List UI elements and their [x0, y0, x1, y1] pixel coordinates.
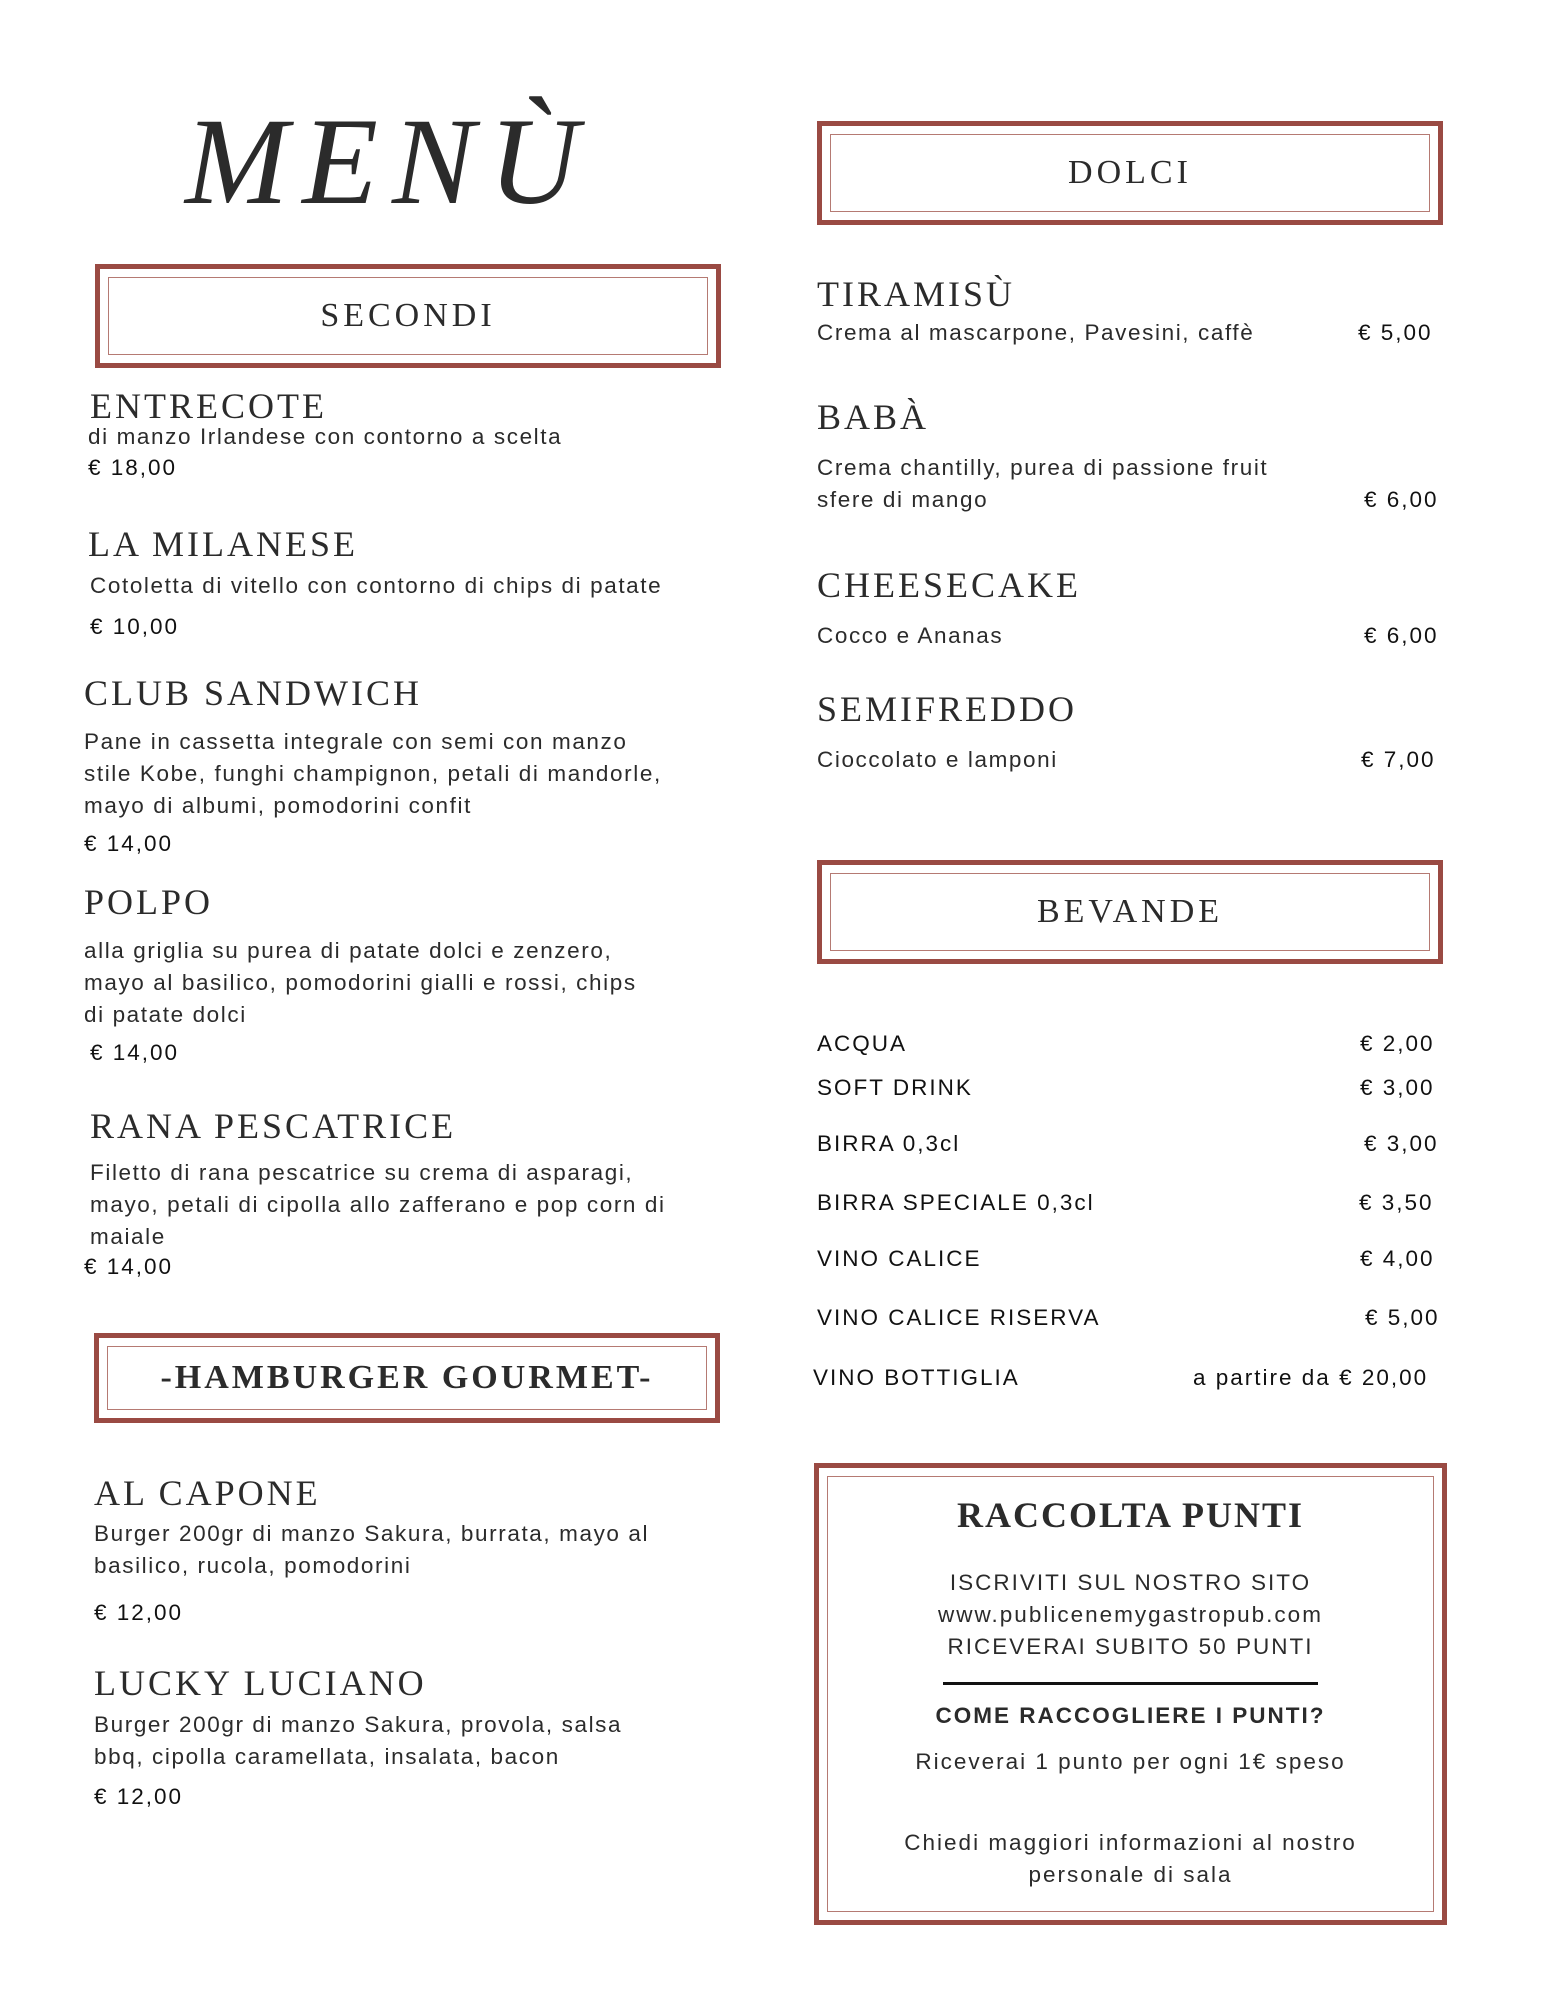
dish-name: SEMIFREDDO	[817, 689, 1078, 729]
dish-desc: Cioccolato e lamponi	[817, 747, 1058, 772]
dish-price: € 7,00	[1361, 747, 1436, 772]
bevande-header-box	[817, 860, 1443, 964]
dish-desc-line: mayo di albumi, pomodorini confit	[84, 793, 472, 818]
secondi-header: SECONDI	[320, 297, 496, 334]
raccolta-question: COME RACCOGLIERE I PUNTI?	[935, 1703, 1326, 1728]
dish-desc: Crema al mascarpone, Pavesini, caffè	[817, 320, 1255, 345]
raccolta-punti-title: RACCOLTA PUNTI	[956, 1495, 1305, 1535]
dish-price: € 18,00	[88, 455, 178, 480]
dish-desc-line: sfere di mango	[817, 487, 989, 512]
dish-desc-line: mayo, petali di cipolla allo zafferano e pop corn di	[90, 1192, 666, 1217]
menu-title: MENÙ	[185, 93, 593, 230]
dish-price: € 14,00	[84, 831, 174, 856]
dish-price: € 10,00	[90, 614, 180, 639]
signup-line: ISCRIVITI SUL NOSTRO SITO	[949, 1570, 1312, 1595]
dish-name: LA MILANESE	[88, 524, 358, 564]
divider	[943, 1682, 1318, 1685]
dish-desc-line: basilico, rucola, pomodorini	[94, 1553, 412, 1578]
drink-name: VINO CALICE	[817, 1246, 982, 1271]
dish-name: RANA PESCATRICE	[90, 1106, 457, 1146]
drink-name: SOFT DRINK	[817, 1075, 973, 1100]
info-line: personale di sala	[1028, 1862, 1233, 1887]
drink-price: € 2,00	[1360, 1031, 1435, 1056]
hamburger-header-box	[94, 1333, 720, 1423]
dish-name: POLPO	[84, 882, 214, 922]
dolci-header: DOLCI	[1068, 154, 1192, 191]
dish-name: CLUB SANDWICH	[84, 673, 423, 713]
dish-price: € 12,00	[94, 1784, 184, 1809]
bevande-header: BEVANDE	[1036, 893, 1224, 930]
drink-name: BIRRA SPECIALE 0,3cl	[817, 1190, 1095, 1215]
dish-desc-line: Pane in cassetta integrale con semi con manzo	[84, 729, 628, 754]
dish-price: € 12,00	[94, 1600, 184, 1625]
drink-price: € 3,50	[1359, 1190, 1434, 1215]
dish-name: AL CAPONE	[94, 1473, 321, 1513]
dish-desc-line: mayo al basilico, pomodorini gialli e rossi, chips	[84, 970, 637, 995]
dish-desc-line: Burger 200gr di manzo Sakura, burrata, mayo al	[94, 1521, 650, 1546]
drink-name: BIRRA 0,3cl	[817, 1131, 961, 1156]
dish-price: € 5,00	[1358, 320, 1433, 345]
dish-price: € 14,00	[90, 1040, 180, 1065]
dish-name: BABÀ	[817, 397, 930, 437]
dish-desc-line: Crema chantilly, purea di passione fruit	[817, 455, 1269, 480]
dish-desc-line: Filetto di rana pescatrice su crema di asparagi,	[90, 1160, 634, 1185]
drink-price: € 3,00	[1364, 1131, 1439, 1156]
info-line: Chiedi maggiori informazioni al nostro	[904, 1830, 1357, 1855]
website-url: www.publicenemygastropub.com	[938, 1602, 1323, 1627]
dish-name: CHEESECAKE	[817, 565, 1081, 605]
dish-price: € 6,00	[1364, 623, 1439, 648]
dish-desc-line: di patate dolci	[84, 1002, 247, 1027]
dish-desc: Cotoletta di vitello con contorno di chips di patate	[90, 573, 663, 598]
dish-desc: di manzo Irlandese con contorno a scelta	[88, 424, 563, 449]
drink-name: VINO BOTTIGLIA	[813, 1365, 1020, 1390]
secondi-header-box	[95, 264, 721, 368]
dish-desc-line: bbq, cipolla caramellata, insalata, bacon	[94, 1744, 560, 1769]
signup-line: RICEVERAI SUBITO 50 PUNTI	[947, 1634, 1314, 1659]
dish-price: € 6,00	[1364, 487, 1439, 512]
drink-price: € 4,00	[1360, 1246, 1435, 1271]
raccolta-rule: Riceverai 1 punto per ogni 1€ speso	[915, 1749, 1346, 1774]
drink-name: ACQUA	[817, 1031, 908, 1056]
dish-desc: Cocco e Ananas	[817, 623, 1004, 648]
dish-name: LUCKY LUCIANO	[94, 1663, 427, 1703]
dish-desc-line: Burger 200gr di manzo Sakura, provola, salsa	[94, 1712, 623, 1737]
drink-price: € 5,00	[1365, 1305, 1440, 1330]
dish-name: ENTRECOTE	[90, 386, 327, 426]
drink-price: € 3,00	[1360, 1075, 1435, 1100]
drink-price: a partire da € 20,00	[1193, 1365, 1429, 1390]
dish-price: € 14,00	[84, 1254, 174, 1279]
hamburger-header: -HAMBURGER GOURMET-	[160, 1359, 654, 1396]
drink-name: VINO CALICE RISERVA	[817, 1305, 1101, 1330]
dish-name: TIRAMISÙ	[817, 274, 1016, 314]
dish-desc-line: maiale	[90, 1224, 166, 1249]
dish-desc-line: alla griglia su purea di patate dolci e zenzero,	[84, 938, 613, 963]
dish-desc-line: stile Kobe, funghi champignon, petali di mandorle,	[84, 761, 662, 786]
dolci-header-box	[817, 121, 1443, 225]
